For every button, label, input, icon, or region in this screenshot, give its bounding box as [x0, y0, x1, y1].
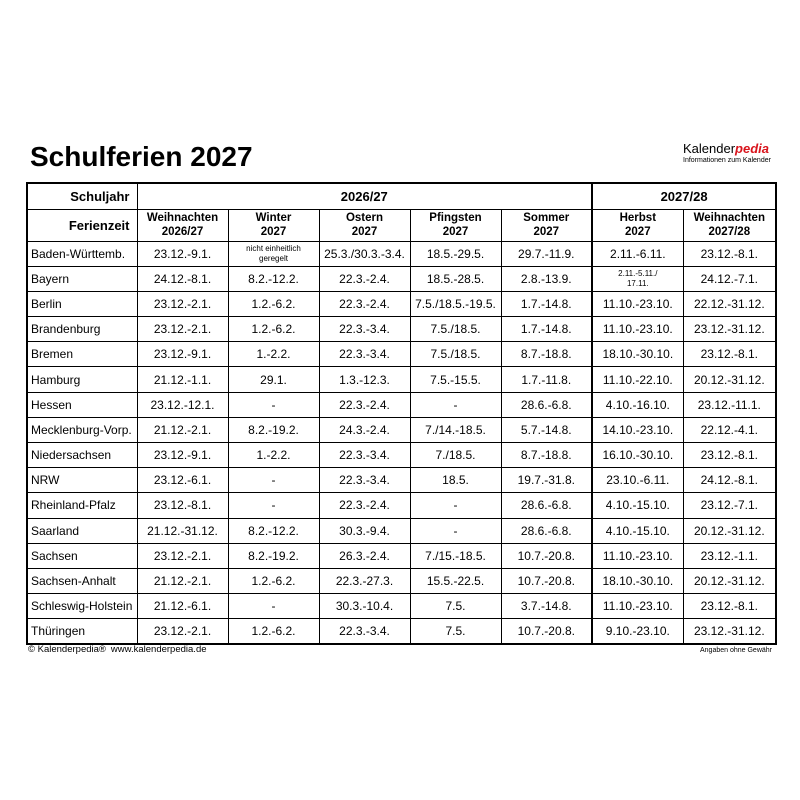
- column-header-sommer-2027: [501, 209, 592, 241]
- cell-weihnachten-2027-28: 23.12.-8.1.: [683, 594, 776, 619]
- column-header-ostern-2027: [319, 209, 410, 241]
- cell-ostern-2027: 24.3.-2.4.: [319, 417, 410, 442]
- table-row: [27, 392, 776, 417]
- column-name: Weihnachten: [693, 211, 765, 224]
- footer-credits: [28, 645, 207, 655]
- state-name: Baden-Württemb.: [27, 241, 137, 266]
- cell-pfingsten-2027: 18.5.-29.5.: [410, 241, 501, 266]
- column-period: 2027: [533, 226, 560, 238]
- cell-ostern-2027: 22.3.-2.4.: [319, 266, 410, 291]
- cell-pfingsten-2027: 7.5.: [410, 619, 501, 644]
- cell-pfingsten-2027: 7./15.-18.5.: [410, 543, 501, 568]
- cell-ostern-2027: 22.3.-3.4.: [319, 443, 410, 468]
- column-header-herbst-2027: [592, 209, 683, 241]
- cell-winter-2027: 1.-2.2.: [228, 342, 319, 367]
- cell-weihnachten-2027-28: 23.12.-1.1.: [683, 543, 776, 568]
- state-name: Bayern: [27, 266, 137, 291]
- column-name: Weihnachten: [146, 211, 219, 224]
- cell-ostern-2027: 25.3./30.3.-3.4.: [319, 241, 410, 266]
- table-row: [27, 367, 776, 392]
- cell-pfingsten-2027: 7.5./18.5.: [410, 342, 501, 367]
- cell-sommer-2027: 10.7.-20.8.: [501, 619, 592, 644]
- table-row: [27, 417, 776, 442]
- cell-weihnachten-2027-28: 22.12.-31.12.: [683, 291, 776, 316]
- cell-herbst-2027: 23.10.-6.11.: [592, 468, 683, 493]
- cell-weihnachten-2026-27: 21.12.-6.1.: [137, 594, 228, 619]
- cell-winter-2027: -: [228, 594, 319, 619]
- copyright-text: © Kalenderpedia®: [28, 644, 106, 655]
- disclaimer-text: Angaben ohne Gewähr: [700, 647, 772, 654]
- cell-weihnachten-2026-27: 23.12.-9.1.: [137, 342, 228, 367]
- column-header-weihnachten-2027-28: [683, 209, 776, 241]
- cell-pfingsten-2027: 7.5./18.5.: [410, 317, 501, 342]
- cell-weihnachten-2027-28: 23.12.-8.1.: [683, 241, 776, 266]
- logo-tagline: Informationen zum Kalender: [683, 157, 771, 164]
- cell-ostern-2027: 22.3.-2.4.: [319, 392, 410, 417]
- table-row: [27, 342, 776, 367]
- cell-sommer-2027: 5.7.-14.8.: [501, 417, 592, 442]
- cell-sommer-2027: 3.7.-14.8.: [501, 594, 592, 619]
- cell-sommer-2027: 28.6.-6.8.: [501, 518, 592, 543]
- cell-winter-2027: [228, 241, 319, 266]
- cell-ostern-2027: 22.3.-3.4.: [319, 317, 410, 342]
- cell-weihnachten-2026-27: 24.12.-8.1.: [137, 266, 228, 291]
- cell-weihnachten-2027-28: 23.12.-11.1.: [683, 392, 776, 417]
- cell-herbst-2027: 16.10.-30.10.: [592, 443, 683, 468]
- cell-sommer-2027: 2.8.-13.9.: [501, 266, 592, 291]
- cell-winter-2027: 8.2.-19.2.: [228, 543, 319, 568]
- cell-sommer-2027: 10.7.-20.8.: [501, 543, 592, 568]
- cell-weihnachten-2027-28: 24.12.-7.1.: [683, 266, 776, 291]
- cell-weihnachten-2027-28: 20.12.-31.12.: [683, 367, 776, 392]
- cell-weihnachten-2027-28: 24.12.-8.1.: [683, 468, 776, 493]
- state-name: NRW: [27, 468, 137, 493]
- cell-herbst-2027: 4.10.-15.10.: [592, 518, 683, 543]
- column-period: 2027: [442, 226, 469, 238]
- school-year-2027-28: 2027/28: [592, 183, 776, 209]
- table-row: [27, 493, 776, 518]
- cell-winter-2027: -: [228, 468, 319, 493]
- cell-winter-2027: 1.2.-6.2.: [228, 568, 319, 593]
- cell-herbst-2027: 2.11.-6.11.: [592, 241, 683, 266]
- school-year-label: Schuljahr: [27, 183, 137, 209]
- column-name: Winter: [255, 211, 292, 224]
- cell-pfingsten-2027: 7.5.-15.5.: [410, 367, 501, 392]
- cell-note: 2.11.-5.11./ 17.11.: [618, 268, 658, 288]
- table-row: [27, 468, 776, 493]
- cell-pfingsten-2027: -: [410, 518, 501, 543]
- cell-herbst-2027: 9.10.-23.10.: [592, 619, 683, 644]
- cell-herbst-2027: 11.10.-23.10.: [592, 543, 683, 568]
- logo-text-kalender: Kalender: [683, 141, 736, 156]
- cell-weihnachten-2026-27: 23.12.-9.1.: [137, 443, 228, 468]
- cell-winter-2027: -: [228, 392, 319, 417]
- cell-weihnachten-2026-27: 23.12.-2.1.: [137, 317, 228, 342]
- table-row: [27, 518, 776, 543]
- cell-weihnachten-2027-28: 20.12.-31.12.: [683, 568, 776, 593]
- cell-herbst-2027: 11.10.-22.10.: [592, 367, 683, 392]
- cell-weihnachten-2027-28: 23.12.-7.1.: [683, 493, 776, 518]
- cell-weihnachten-2027-28: 23.12.-8.1.: [683, 443, 776, 468]
- cell-weihnachten-2026-27: 21.12.-31.12.: [137, 518, 228, 543]
- cell-pfingsten-2027: 18.5.: [410, 468, 501, 493]
- table-body: [27, 241, 776, 644]
- cell-ostern-2027: 22.3.-27.3.: [319, 568, 410, 593]
- cell-herbst-2027: 11.10.-23.10.: [592, 594, 683, 619]
- column-name: Pfingsten: [429, 211, 482, 224]
- cell-ostern-2027: 22.3.-2.4.: [319, 493, 410, 518]
- cell-sommer-2027: 19.7.-31.8.: [501, 468, 592, 493]
- cell-winter-2027: 8.2.-12.2.: [228, 266, 319, 291]
- cell-sommer-2027: 8.7.-18.8.: [501, 443, 592, 468]
- cell-herbst-2027: 18.10.-30.10.: [592, 342, 683, 367]
- cell-herbst-2027: [592, 266, 683, 291]
- cell-herbst-2027: 4.10.-15.10.: [592, 493, 683, 518]
- cell-ostern-2027: 22.3.-2.4.: [319, 291, 410, 316]
- column-period: 2027/28: [708, 226, 751, 238]
- column-period: 2027: [625, 226, 651, 238]
- state-name: Berlin: [27, 291, 137, 316]
- cell-winter-2027: 1.2.-6.2.: [228, 619, 319, 644]
- cell-ostern-2027: 22.3.-3.4.: [319, 619, 410, 644]
- table-row: [27, 594, 776, 619]
- cell-weihnachten-2026-27: 23.12.-2.1.: [137, 619, 228, 644]
- cell-weihnachten-2026-27: 23.12.-12.1.: [137, 392, 228, 417]
- state-name: Niedersachsen: [27, 443, 137, 468]
- cell-sommer-2027: 28.6.-6.8.: [501, 392, 592, 417]
- cell-pfingsten-2027: 7./18.5.: [410, 443, 501, 468]
- cell-winter-2027: 1.2.-6.2.: [228, 317, 319, 342]
- state-name: Brandenburg: [27, 317, 137, 342]
- cell-weihnachten-2026-27: 21.12.-2.1.: [137, 568, 228, 593]
- cell-ostern-2027: 26.3.-2.4.: [319, 543, 410, 568]
- page-title: Schulferien 2027: [30, 141, 253, 172]
- cell-weihnachten-2026-27: 23.12.-2.1.: [137, 291, 228, 316]
- cell-ostern-2027: 30.3.-10.4.: [319, 594, 410, 619]
- column-header-winter-2027: [228, 209, 319, 241]
- table-row: [27, 619, 776, 644]
- cell-weihnachten-2026-27: 23.12.-8.1.: [137, 493, 228, 518]
- column-header-weihnachten-2026-27: [137, 209, 228, 241]
- table-row: [27, 443, 776, 468]
- cell-pfingsten-2027: 7.5./18.5.-19.5.: [410, 291, 501, 316]
- cell-sommer-2027: 10.7.-20.8.: [501, 568, 592, 593]
- cell-winter-2027: 1.-2.2.: [228, 443, 319, 468]
- cell-pfingsten-2027: -: [410, 493, 501, 518]
- table-row: [27, 317, 776, 342]
- cell-winter-2027: 8.2.-19.2.: [228, 417, 319, 442]
- holiday-period-header-row: [27, 209, 776, 241]
- table-row: [27, 291, 776, 316]
- cell-weihnachten-2026-27: 21.12.-2.1.: [137, 417, 228, 442]
- column-name: Ostern: [345, 211, 384, 224]
- cell-weihnachten-2027-28: 22.12.-4.1.: [683, 417, 776, 442]
- cell-sommer-2027: 29.7.-11.9.: [501, 241, 592, 266]
- cell-pfingsten-2027: 7./14.-18.5.: [410, 417, 501, 442]
- kalenderpedia-logo: [683, 142, 769, 155]
- cell-pfingsten-2027: -: [410, 392, 501, 417]
- cell-herbst-2027: 18.10.-30.10.: [592, 568, 683, 593]
- state-name: Schleswig-Holstein: [27, 594, 137, 619]
- table-row: [27, 543, 776, 568]
- cell-weihnachten-2027-28: 23.12.-31.12.: [683, 619, 776, 644]
- cell-winter-2027: 1.2.-6.2.: [228, 291, 319, 316]
- cell-herbst-2027: 4.10.-16.10.: [592, 392, 683, 417]
- table-row: [27, 568, 776, 593]
- cell-ostern-2027: 30.3.-9.4.: [319, 518, 410, 543]
- column-name: Sommer: [523, 211, 570, 224]
- cell-sommer-2027: 8.7.-18.8.: [501, 342, 592, 367]
- state-name: Bremen: [27, 342, 137, 367]
- cell-winter-2027: 29.1.: [228, 367, 319, 392]
- state-name: Thüringen: [27, 619, 137, 644]
- state-name: Sachsen: [27, 543, 137, 568]
- holiday-period-label: Ferienzeit: [27, 209, 137, 241]
- cell-herbst-2027: 14.10.-23.10.: [592, 417, 683, 442]
- cell-weihnachten-2027-28: 20.12.-31.12.: [683, 518, 776, 543]
- cell-weihnachten-2027-28: 23.12.-8.1.: [683, 342, 776, 367]
- cell-ostern-2027: 22.3.-3.4.: [319, 342, 410, 367]
- cell-note: nicht einheitlich geregelt: [246, 243, 301, 263]
- cell-pfingsten-2027: 18.5.-28.5.: [410, 266, 501, 291]
- cell-sommer-2027: 1.7.-14.8.: [501, 291, 592, 316]
- cell-sommer-2027: 1.7.-14.8.: [501, 317, 592, 342]
- column-period: 2026/27: [161, 226, 204, 238]
- school-holidays-table: [26, 182, 777, 645]
- cell-winter-2027: -: [228, 493, 319, 518]
- school-year-header-row: [27, 183, 776, 209]
- website-text: www.kalenderpedia.de: [110, 644, 207, 655]
- state-name: Saarland: [27, 518, 137, 543]
- cell-weihnachten-2027-28: 23.12.-31.12.: [683, 317, 776, 342]
- column-period: 2027: [260, 226, 287, 238]
- cell-herbst-2027: 11.10.-23.10.: [592, 317, 683, 342]
- state-name: Hessen: [27, 392, 137, 417]
- state-name: Sachsen-Anhalt: [27, 568, 137, 593]
- cell-ostern-2027: 22.3.-3.4.: [319, 468, 410, 493]
- cell-weihnachten-2026-27: 23.12.-2.1.: [137, 543, 228, 568]
- state-name: Hamburg: [27, 367, 137, 392]
- cell-herbst-2027: 11.10.-23.10.: [592, 291, 683, 316]
- state-name: Mecklenburg-Vorp.: [27, 417, 137, 442]
- column-period: 2027: [351, 226, 378, 238]
- cell-sommer-2027: 1.7.-11.8.: [501, 367, 592, 392]
- cell-weihnachten-2026-27: 23.12.-9.1.: [137, 241, 228, 266]
- cell-pfingsten-2027: 7.5.: [410, 594, 501, 619]
- cell-weihnachten-2026-27: 21.12.-1.1.: [137, 367, 228, 392]
- cell-pfingsten-2027: 15.5.-22.5.: [410, 568, 501, 593]
- school-year-2026-27: 2026/27: [137, 183, 592, 209]
- cell-weihnachten-2026-27: 23.12.-6.1.: [137, 468, 228, 493]
- table-row: [27, 266, 776, 291]
- cell-sommer-2027: 28.6.-6.8.: [501, 493, 592, 518]
- logo-text-pedia: pedia: [735, 141, 770, 156]
- cell-winter-2027: 8.2.-12.2.: [228, 518, 319, 543]
- column-name: Herbst: [619, 211, 657, 224]
- cell-ostern-2027: 1.3.-12.3.: [319, 367, 410, 392]
- column-header-pfingsten-2027: [410, 209, 501, 241]
- table-row: [27, 241, 776, 266]
- state-name: Rheinland-Pfalz: [27, 493, 137, 518]
